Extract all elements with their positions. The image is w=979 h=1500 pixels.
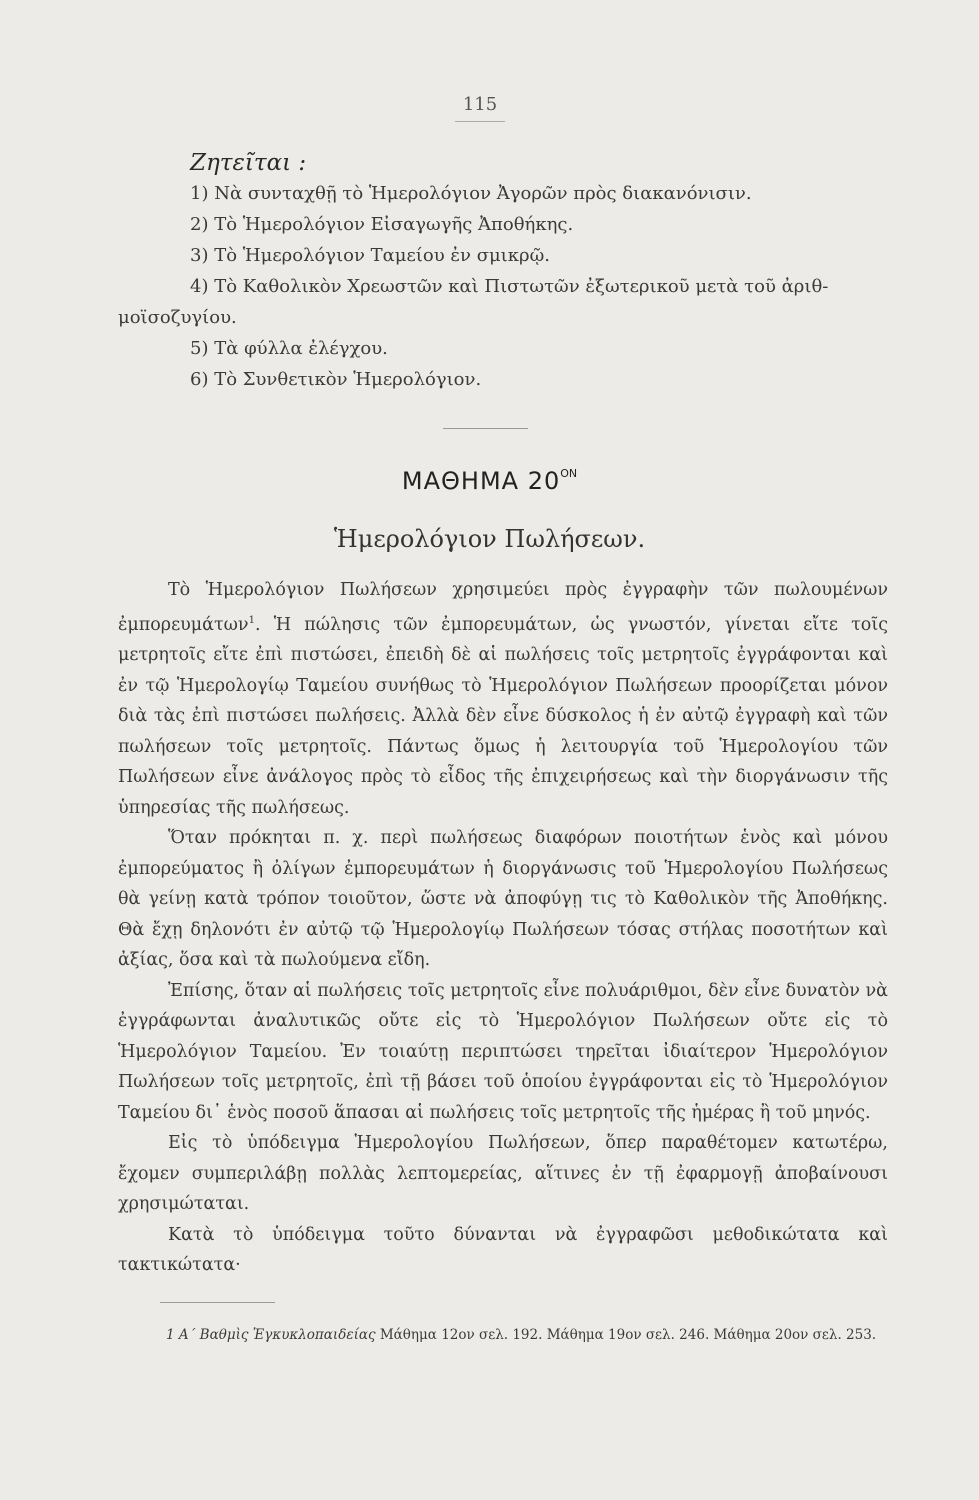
footnote-ref: 1 <box>248 614 255 626</box>
task-list <box>118 178 888 395</box>
list-item-continuation: μοϊσοζυγίου. <box>118 307 237 328</box>
footnote <box>118 1322 888 1348</box>
paragraph <box>118 575 888 823</box>
footnote-refs: Μάθημα 12ον σελ. 192. Μάθημα 19ον σελ. 246. Μάθημα 20ον σελ. 253. <box>379 1327 877 1343</box>
list-item: 1) Νὰ συνταχθῇ τὸ Ἡμερολόγιον Ἀγορῶν πρὸς διακανόνισιν. <box>190 183 752 204</box>
paragraph-text: . Ἡ πώλησις τῶν ἐμπορευμάτων, ὡς γνωστόν, γίνεται εἴτε τοῖς μετρητοῖς εἴτε ἐπὶ πιστώσει, ἐπειδὴ δὲ αἱ πωλήσεις τοῖς μετρητοῖς ἐγγράφονται καὶ ἐν τῷ Ἡμερολογίῳ Ταμείου συνήθως τὸ Ἡμερολόγιον Πωλήσεων προορίζεται μόνον διὰ τὰς ἐπὶ πιστώσει πωλήσεις. Ἀλλὰ δὲν εἶνε δύσκολος ἡ ἐν αὐτῷ ἐγγραφὴ καὶ τῶν πωλήσεων τοῖς μετρητοῖς. Πάντως ὅμως ἡ λειτουργία τοῦ Ἡμερολογίου τῶν Πωλήσεων εἶνε ἀνάλογος πρὸς τὸ εἶδος τῆς ἐπιχειρήσεως καὶ τὴν διοργάνωσιν τῆς ὑπηρεσίας τῆς πωλήσεως. <box>118 614 888 818</box>
paragraph: Εἰς τὸ ὑπόδειγμα Ἡμερολογίου Πωλήσεων, ὅπερ παραθέτομεν κατωτέρω, ἔχομεν συμπεριλάβῃ πολλὰς λεπτομερείας, αἵτινες ἐν τῇ ἐφαρμογῇ ἀποβαίνουσι χρησιμώταται. <box>118 1133 888 1214</box>
lesson-title <box>0 467 979 495</box>
list-item: 6) Τὸ Συνθετικὸν Ἡμερολόγιον. <box>190 369 482 390</box>
list-item: 4) Τὸ Καθολικὸν Χρεωστῶν καὶ Πιστωτῶν ἐξωτερικοῦ μετὰ τοῦ ἀριθ- <box>190 276 829 297</box>
paragraph-text: Τὸ Ἡμερολόγιον Πωλήσεων χρησιμεύει πρὸς ἐγγραφὴν τῶν πωλουμένων ἐμπορευμάτων <box>118 580 888 635</box>
lesson-title-text: ΜΑΘΗΜΑ 20 <box>401 467 561 495</box>
body-text <box>118 575 888 1281</box>
paragraph: Ἐπίσης, ὅταν αἱ πωλήσεις τοῖς μετρητοῖς εἶνε πολυάριθμοι, δὲν εἶνε δυνατὸν νὰ ἐγγράφωνται ἀναλυτικῶς οὔτε εἰς τὸ Ἡμερολόγιον Πωλήσεων οὔτε εἰς τὸ Ἡμερολόγιον Ταμείου. Ἐν τοιαύτῃ περιπτώσει τηρεῖται ἰδιαίτερον Ἡμερολόγιον Πωλήσεων τοῖς μετρητοῖς, ἐπὶ τῇ βάσει τοῦ ὁποίου ἐγγράφονται εἰς τὸ Ἡμερολόγιον Ταμείου δι᾽ ἑνὸς ποσοῦ ἅπασαι αἱ πωλήσεις τοῖς μετρητοῖς τῆς ἡμέρας ἢ τοῦ μηνός. <box>118 980 888 1123</box>
paragraph: Ὅταν πρόκηται π. χ. περὶ πωλήσεως διαφόρων ποιοτήτων ἑνὸς καὶ μόνου ἐμπορεύματος ἢ ὀλίγων ἐμπορευμάτων ἡ διοργάνωσις τοῦ Ἡμερολογίου Πωλήσεως θὰ γείνῃ κατὰ τρόπον τοιοῦτον, ὥστε νὰ ἀποφύγῃ τις τὸ Καθολικὸν τῆς Ἀποθήκης. Θὰ ἔχῃ δηλονότι ἐν αὐτῷ τῷ Ἡμερολογίῳ Πωλήσεων τόσας στήλας ποσοτήτων καὶ ἀξίας, ὅσα καὶ τὰ πωλούμενα εἴδη. <box>118 828 888 970</box>
lesson-title-superscript: ΟΝ <box>560 467 578 480</box>
footnote-rule <box>160 1302 275 1303</box>
page-number-rule <box>455 121 505 122</box>
section-divider <box>443 428 528 429</box>
section-heading: Ζητεῖται : <box>190 150 307 176</box>
page-number: 115 <box>462 94 498 115</box>
list-item: 5) Τὰ φύλλα ἐλέγχου. <box>190 338 388 359</box>
paragraph: Κατὰ τὸ ὑπόδειγμα τοῦτο δύνανται νὰ ἐγγραφῶσι μεθοδικώτατα καὶ τακτικώτατα· <box>118 1224 888 1275</box>
list-item: 2) Τὸ Ἡμερολόγιον Εἰσαγωγῆς Ἀποθήκης. <box>190 214 574 235</box>
lesson-subtitle: Ἡμερολόγιον Πωλήσεων. <box>333 525 646 553</box>
footnote-source: 1 Α΄ Βαθμὶς Ἐγκυκλοπαιδείας <box>166 1327 380 1343</box>
list-item: 3) Τὸ Ἡμερολόγιον Ταμείου ἐν σμικρῷ. <box>190 245 550 266</box>
